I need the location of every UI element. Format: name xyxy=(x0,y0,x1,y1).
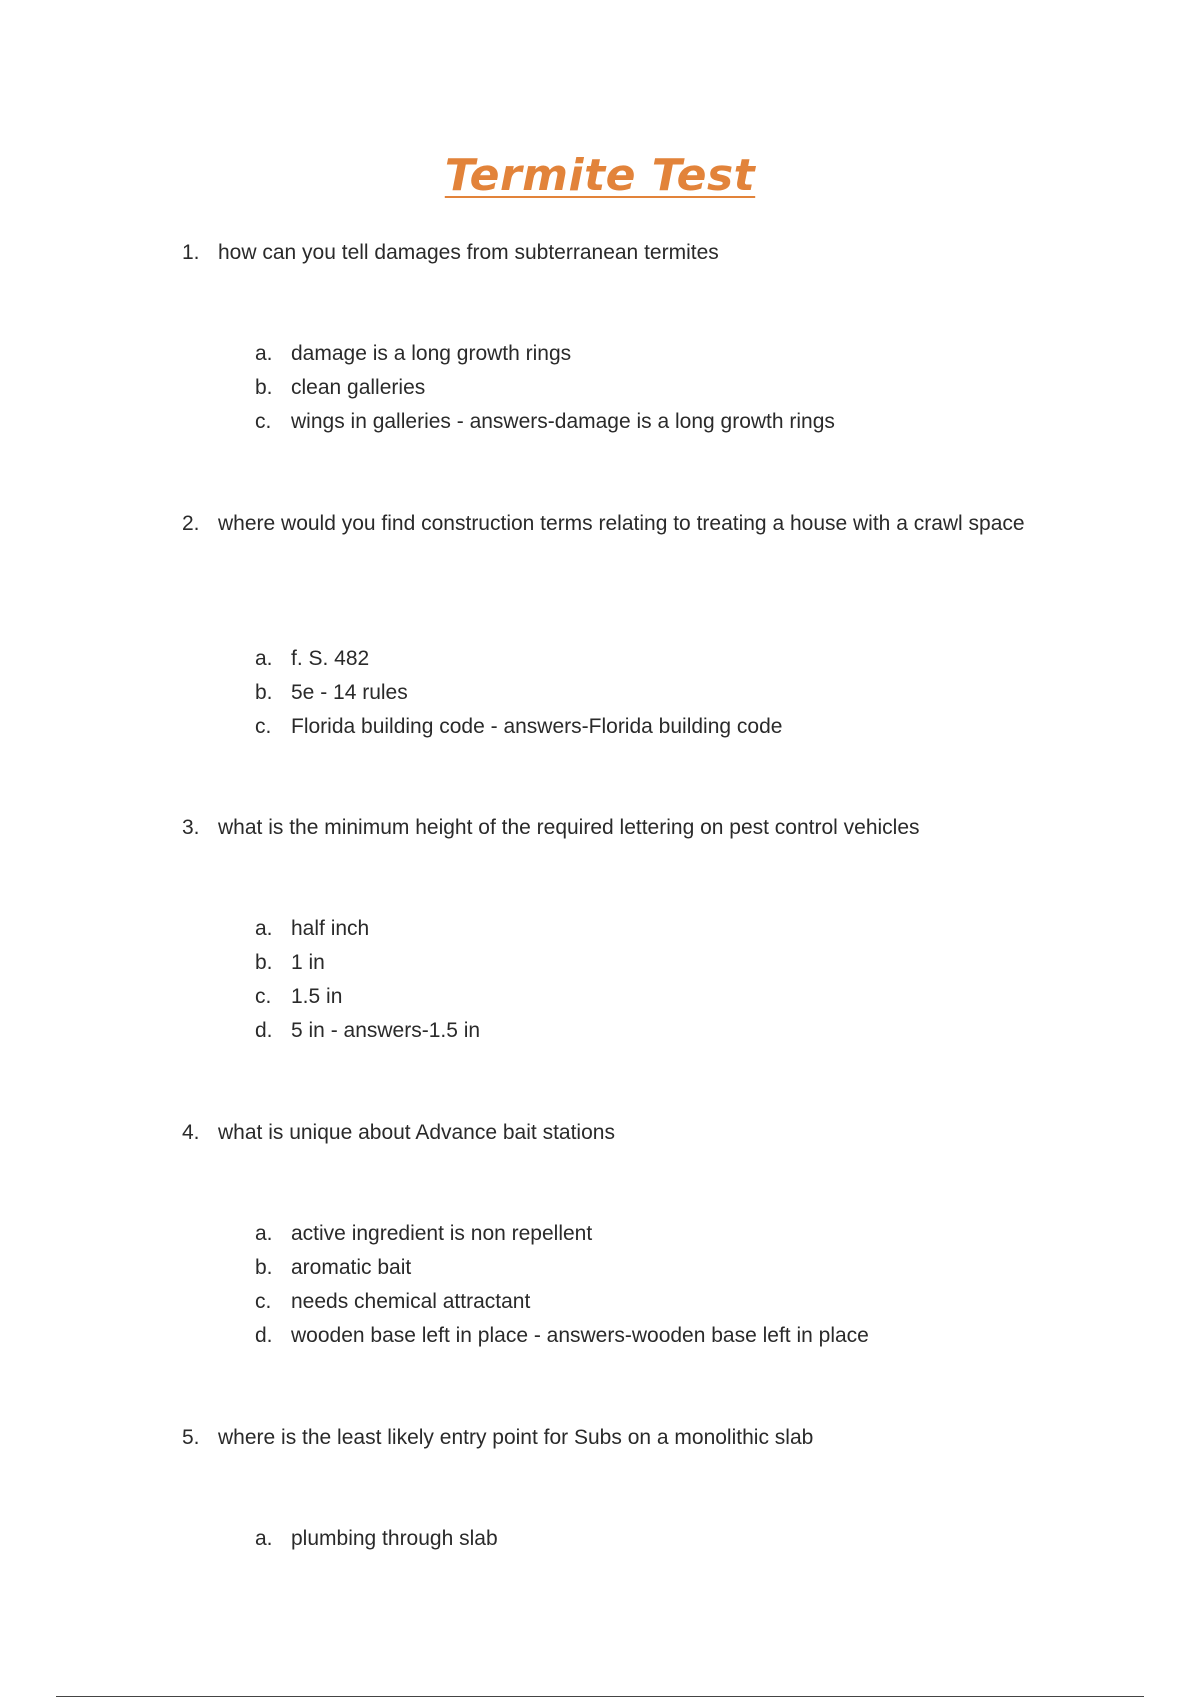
list-item xyxy=(255,642,782,676)
question-1 xyxy=(182,236,1042,270)
list-item xyxy=(255,710,782,744)
option-text: 5e - 14 rules xyxy=(291,681,408,704)
option-text: active ingredient is non repellent xyxy=(291,1222,593,1245)
option-letter: c. xyxy=(255,715,272,738)
option-letter: c. xyxy=(255,410,272,433)
option-letter: b. xyxy=(255,376,273,399)
option-text: damage is a long growth rings xyxy=(291,342,572,365)
option-text: Florida building code - answers-Florida building code xyxy=(291,715,783,738)
question-5 xyxy=(182,1421,1042,1455)
list-item xyxy=(255,1522,498,1556)
question-2 xyxy=(182,507,1042,541)
question-number: 2. xyxy=(182,512,200,535)
option-text: aromatic bait xyxy=(291,1256,412,1279)
option-list-5 xyxy=(255,1522,498,1556)
question-text: how can you tell damages from subterranean termites xyxy=(218,241,719,264)
list-item xyxy=(255,980,480,1014)
option-text: f. S. 482 xyxy=(291,647,370,670)
list-item xyxy=(255,912,480,946)
option-letter: c. xyxy=(255,1290,272,1313)
footer-divider xyxy=(56,1696,1144,1697)
option-letter: b. xyxy=(255,951,273,974)
question-number: 3. xyxy=(182,816,200,839)
question-4 xyxy=(182,1116,1042,1150)
question-text: what is the minimum height of the required lettering on pest control vehicles xyxy=(218,816,920,839)
option-letter: c. xyxy=(255,985,272,1008)
option-text: clean galleries xyxy=(291,376,426,399)
option-list-3 xyxy=(255,912,480,1048)
option-letter: a. xyxy=(255,1527,273,1550)
option-letter: a. xyxy=(255,647,273,670)
list-item xyxy=(255,1014,480,1048)
list-item xyxy=(255,1217,869,1251)
option-text: half inch xyxy=(291,917,370,940)
option-text: 1 in xyxy=(291,951,325,974)
list-item xyxy=(255,1319,869,1353)
question-text: what is unique about Advance bait stations xyxy=(218,1121,615,1144)
option-list-1 xyxy=(255,337,835,439)
list-item xyxy=(255,676,782,710)
list-item xyxy=(255,946,480,980)
option-letter: a. xyxy=(255,1222,273,1245)
question-text: where is the least likely entry point for Subs on a monolithic slab xyxy=(218,1426,814,1449)
option-letter: d. xyxy=(255,1019,273,1042)
option-list-2 xyxy=(255,642,782,744)
option-text: needs chemical attractant xyxy=(291,1290,531,1313)
list-item xyxy=(255,371,835,405)
list-item xyxy=(255,1251,869,1285)
question-number: 5. xyxy=(182,1426,200,1449)
option-letter: b. xyxy=(255,681,273,704)
option-text: wooden base left in place - answers-wooden base left in place xyxy=(291,1324,869,1347)
option-text: plumbing through slab xyxy=(291,1527,498,1550)
list-item xyxy=(255,405,835,439)
question-number: 1. xyxy=(182,241,200,264)
option-letter: b. xyxy=(255,1256,273,1279)
option-text: wings in galleries - answers-damage is a long growth rings xyxy=(291,410,835,433)
list-item xyxy=(255,337,835,371)
option-text: 1.5 in xyxy=(291,985,343,1008)
question-3 xyxy=(182,811,1042,845)
question-text: where would you find construction terms relating to treating a house with a crawl space xyxy=(218,512,1025,535)
option-letter: d. xyxy=(255,1324,273,1347)
option-letter: a. xyxy=(255,342,273,365)
list-item xyxy=(255,1285,869,1319)
option-text: 5 in - answers-1.5 in xyxy=(291,1019,481,1042)
option-list-4 xyxy=(255,1217,869,1353)
option-letter: a. xyxy=(255,917,273,940)
question-number: 4. xyxy=(182,1121,200,1144)
page-title: Termite Test xyxy=(444,150,756,201)
